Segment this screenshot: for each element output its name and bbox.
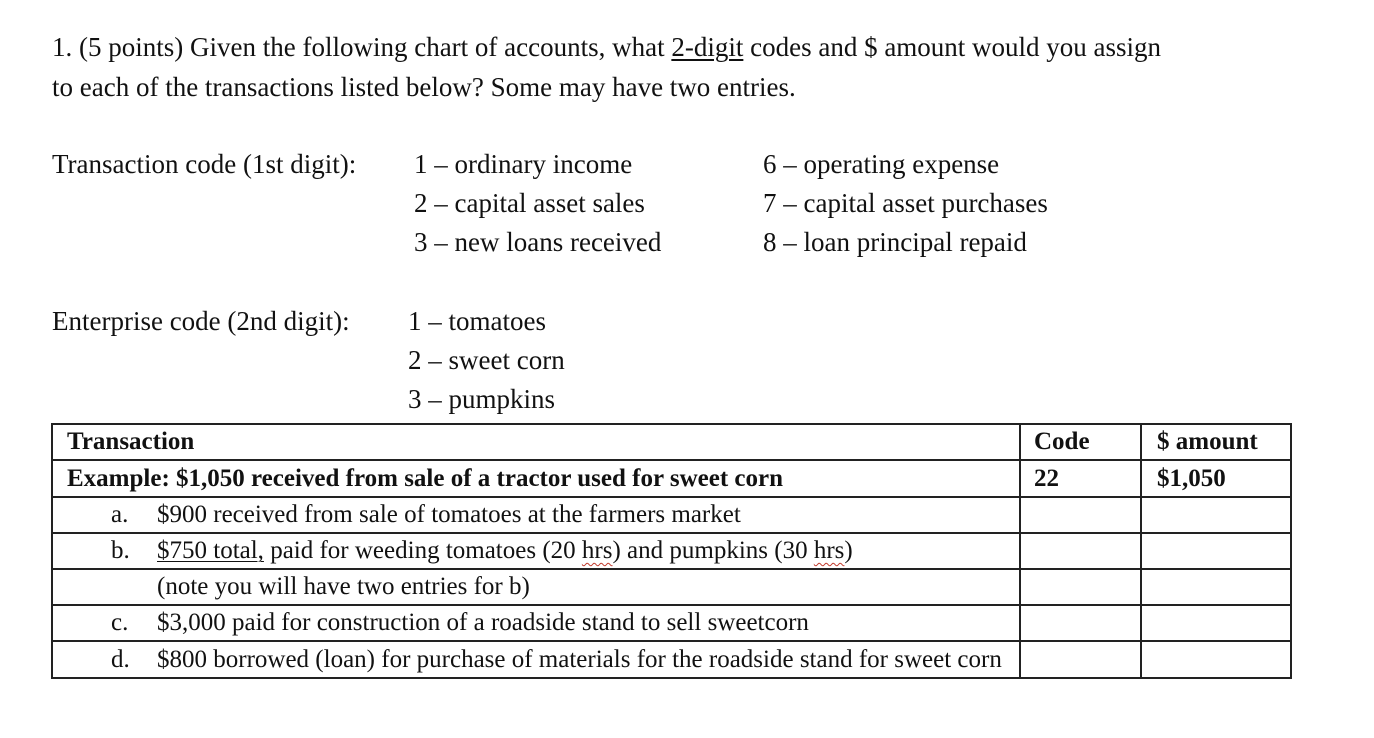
- spellcheck-hrs: hrs: [581, 537, 613, 564]
- amount-cell[interactable]: [1141, 533, 1291, 569]
- row-note: (note you will have two entries for b): [52, 569, 1020, 605]
- amount-cell[interactable]: [1141, 641, 1291, 678]
- code-cell[interactable]: [1020, 605, 1141, 641]
- table-header-row: [52, 424, 1291, 460]
- table-row: [52, 497, 1291, 533]
- row-label: c.: [111, 609, 129, 636]
- row-label: b.: [111, 537, 130, 564]
- code-cell[interactable]: [1020, 641, 1141, 678]
- amount-cell[interactable]: [1141, 605, 1291, 641]
- amount-cell[interactable]: [1141, 497, 1291, 533]
- question-line-2: to each of the transactions listed below? Some may have two entries.: [52, 72, 796, 102]
- transaction-code-item: 1 – ordinary income: [414, 149, 633, 179]
- transaction-code-item: 8 – loan principal repaid: [763, 227, 1027, 257]
- row-text-underlined: $750 total,: [157, 537, 264, 564]
- row-text: $800 borrowed (loan) for purchase of materials for the roadside stand for sweet corn: [157, 646, 1002, 673]
- header-amount: $ amount: [1141, 424, 1291, 460]
- row-label: a.: [111, 501, 129, 528]
- enterprise-code-item: 1 – tomatoes: [408, 306, 546, 336]
- header-code: Code: [1020, 424, 1141, 460]
- amount-cell[interactable]: [1141, 569, 1291, 605]
- transactions-table: [51, 423, 1292, 679]
- row-text: $3,000 paid for construction of a roadside stand to sell sweetcorn: [157, 609, 809, 636]
- table-row: b. $750 total, paid for weeding tomatoes (20 hrs) and pumpkins (30 hrs): [52, 533, 1291, 569]
- table-row: [52, 641, 1291, 678]
- spellcheck-hrs: hrs: [813, 537, 845, 564]
- transaction-code-item: 3 – new loans received: [414, 227, 662, 257]
- table-row: [52, 605, 1291, 641]
- code-cell[interactable]: [1020, 533, 1141, 569]
- header-transaction: Transaction: [52, 424, 1020, 460]
- row-label: d.: [111, 646, 130, 673]
- enterprise-code-item: 2 – sweet corn: [408, 345, 565, 375]
- transaction-code-item: 6 – operating expense: [763, 149, 1000, 179]
- question-line-1: 1. (5 points) Given the following chart of accounts, what 2-digit codes and $ amount would you assign: [52, 32, 1162, 62]
- enterprise-code-label: Enterprise code (2nd digit):: [52, 306, 350, 336]
- underlined-2-digit: 2-digit: [671, 32, 744, 62]
- transaction-code-item: 2 – capital asset sales: [414, 188, 645, 218]
- code-cell[interactable]: [1020, 569, 1141, 605]
- example-transaction: Example: $1,050 received from sale of a tractor used for sweet corn: [52, 460, 1020, 497]
- enterprise-code-item: 3 – pumpkins: [408, 384, 556, 414]
- example-amount: $1,050: [1141, 460, 1291, 497]
- example-code: 22: [1020, 460, 1141, 497]
- transaction-code-item: 7 – capital asset purchases: [763, 188, 1048, 218]
- code-cell[interactable]: [1020, 497, 1141, 533]
- transaction-code-label: Transaction code (1st digit):: [52, 149, 357, 179]
- table-row: [52, 569, 1291, 605]
- row-text: $900 received from sale of tomatoes at the farmers market: [157, 501, 741, 528]
- table-row-example: [52, 460, 1291, 497]
